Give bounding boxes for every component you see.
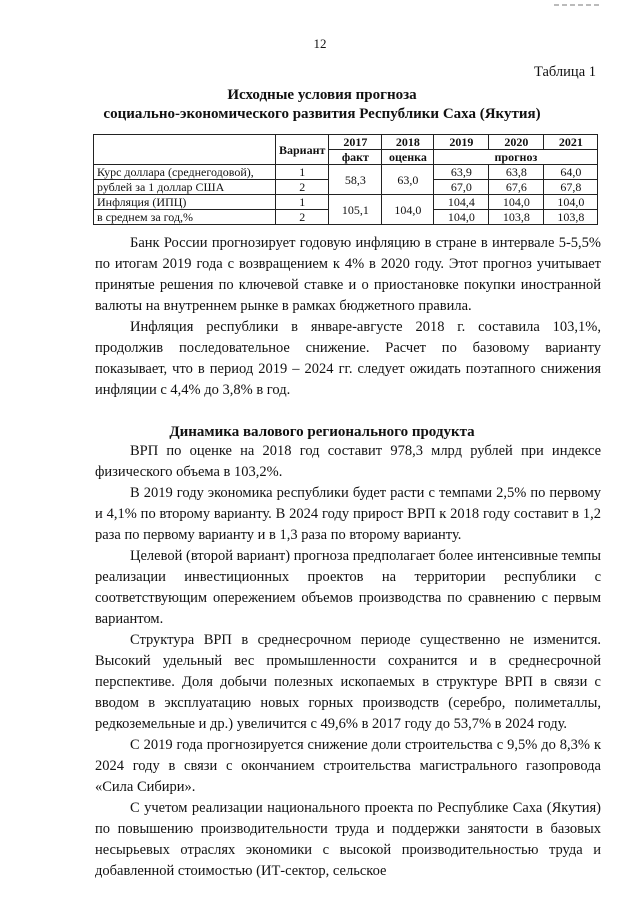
value-2020-cell: 67,6 xyxy=(489,180,544,195)
value-2021-cell: 67,8 xyxy=(544,180,598,195)
header-2017-note: факт xyxy=(329,150,382,165)
value-2018-cell: 104,0 xyxy=(382,195,434,225)
variant-cell: 1 xyxy=(276,195,329,210)
table-header-row xyxy=(94,135,598,150)
table-title xyxy=(40,86,604,124)
header-2020: 2020 xyxy=(489,135,544,150)
page-number: 12 xyxy=(313,36,327,51)
header-2019: 2019 xyxy=(434,135,489,150)
paragraph: В 2019 году экономика республики будет расти с темпами 2,5% по первому и 4,1% по второму варианту. В 2024 году прирост ВРП к 2018 году составит в 1,2 раза по первому варианту и в 1,3 раза по второму варианту. xyxy=(95,485,601,543)
table-label: Таблица 1 xyxy=(533,64,596,80)
scan-artifact xyxy=(554,4,600,6)
indicator-cell: в среднем за год,% xyxy=(94,210,276,225)
table-row xyxy=(94,165,598,180)
paragraph: Структура ВРП в среднесрочном периоде существенно не изменится. Высокий удельный вес промышленности сохранится и в среднесрочной перспективе. Доля добычи полезных ископаемых в структуре ВРП в связи с вводом в эксплуатацию новых горных производств (серебро, полиметаллы, редкоземельные и др.) увеличится с 49,6% в 2017 году до 53,7% в 2024 году. xyxy=(95,632,601,732)
value-2020-cell: 104,0 xyxy=(489,195,544,210)
variant-cell: 2 xyxy=(276,210,329,225)
value-2021-cell: 103,8 xyxy=(544,210,598,225)
value-2017-cell: 105,1 xyxy=(329,195,382,225)
paragraph: Целевой (второй вариант) прогноза предполагает более интенсивные темпы реализации инвестиционных проектов на территории республики с соответствующим опережением объемов производства по сравнению с первым вариантом. xyxy=(95,548,601,627)
value-2020-cell: 63,8 xyxy=(489,165,544,180)
value-2019-cell: 104,0 xyxy=(434,210,489,225)
indicator-cell: Курс доллара (среднегодовой), xyxy=(94,165,276,180)
paragraph: ВРП по оценке на 2018 год составит 978,3 млрд рублей при индексе физического объема в 103,2%. xyxy=(95,443,601,480)
paragraph: С 2019 года прогнозируется снижение доли строительства с 9,5% до 8,3% к 2024 году в связи с окончанием строительства магистрального газопровода «Сила Сибири». xyxy=(95,737,601,795)
header-2018: 2018 xyxy=(382,135,434,150)
indicator-cell: рублей за 1 доллар США xyxy=(94,180,276,195)
value-2018-cell: 63,0 xyxy=(382,165,434,195)
value-2019-cell: 67,0 xyxy=(434,180,489,195)
body-text-section-2 xyxy=(95,441,601,882)
value-2021-cell: 104,0 xyxy=(544,195,598,210)
value-2017-cell: 58,3 xyxy=(329,165,382,195)
header-variant: Вариант xyxy=(276,135,329,165)
paragraph: Банк России прогнозирует годовую инфляцию в стране в интервале 5-5,5% по итогам 2019 года с возвращением к 4% в 2020 году. Этот прогноз учитывает принятые решения по ключевой ставке и о приостановке покупки иностранной валюты на внутреннем рынке в рамках бюджетного правила. xyxy=(95,235,601,314)
header-2018-note: оценка xyxy=(382,150,434,165)
table-title-line-2: социально-экономического развития Республики Саха (Якутия) xyxy=(103,106,541,122)
value-2019-cell: 63,9 xyxy=(434,165,489,180)
forecast-table xyxy=(93,134,598,225)
section-heading: Динамика валового регионального продукта xyxy=(169,424,475,440)
header-forecast: прогноз xyxy=(434,150,598,165)
header-indicator xyxy=(94,135,276,165)
value-2021-cell: 64,0 xyxy=(544,165,598,180)
variant-cell: 1 xyxy=(276,165,329,180)
value-2019-cell: 104,4 xyxy=(434,195,489,210)
indicator-cell: Инфляция (ИПЦ) xyxy=(94,195,276,210)
value-2020-cell: 103,8 xyxy=(489,210,544,225)
table-row xyxy=(94,195,598,210)
body-text-section-1 xyxy=(95,233,601,401)
paragraph: С учетом реализации национального проекта по Республике Саха (Якутия) по повышению производительности труда и поддержки занятости в базовых несырьевых отраслях экономики с высокой производительностью труда и добавленной стоимостью (ИТ-сектор, сельское xyxy=(95,800,601,879)
table-title-line-1: Исходные условия прогноза xyxy=(227,87,417,103)
paragraph: Инфляция республики в январе-августе 2018 г. составила 103,1%, продолжив последовательное снижение. Расчет по базовому варианту показывает, что в период 2019 – 2024 гг. следует ожидать поэтапного снижения инфляции с 4,4% до 3,8% в год. xyxy=(95,319,601,398)
variant-cell: 2 xyxy=(276,180,329,195)
header-2017: 2017 xyxy=(329,135,382,150)
header-2021: 2021 xyxy=(544,135,598,150)
